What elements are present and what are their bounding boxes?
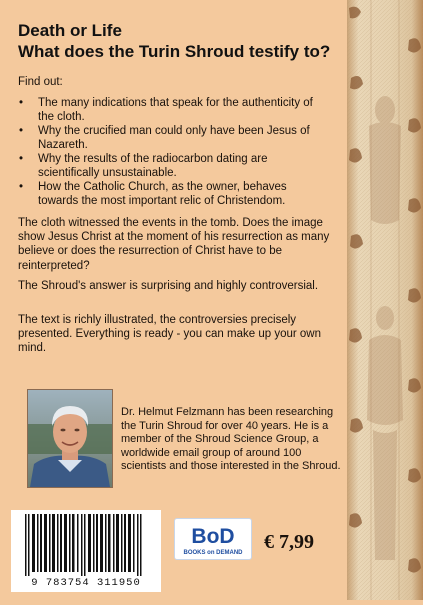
author-photo: [27, 389, 113, 488]
bullet-text: The many indications that speak for the authenticity of the cloth.: [38, 97, 313, 123]
bullet-item: [18, 124, 328, 152]
isbn-barcode: [11, 510, 161, 592]
bullet-item: [18, 96, 328, 124]
title-line-1: Death or Life: [18, 21, 122, 40]
barcode-digits: 9 783754 311950: [31, 577, 141, 589]
bullet-text: Why the results of the radiocarbon dating are scientifically unsustainable.: [38, 153, 268, 179]
author-bio: Dr. Helmut Felzmann has been researching the Turin Shroud for over 40 years. He is a member of the Shroud Science Group, a worldwide email group of around 100 scientists and those interested in the Shroud.: [121, 406, 341, 473]
bullet-item: [18, 152, 328, 180]
author-portrait-image: [28, 390, 112, 487]
bullet-item: [18, 180, 328, 208]
shroud-linen-image: [347, 0, 423, 600]
bod-logo-icon: [175, 519, 251, 559]
bullet-text: Why the crucified man could only have been Jesus of Nazareth.: [38, 125, 310, 151]
paragraph-illustrated: The text is richly illustrated, the controversies precisely presented. Everything is ready - you can make up your own mind.: [18, 314, 321, 355]
barcode-bars: [11, 510, 161, 580]
shroud-image-strip: [347, 0, 423, 600]
bullet-text: How the Catholic Church, as the owner, behaves towards the most important relic of Christendom.: [38, 181, 287, 207]
title-line-2: What does the Turin Shroud testify to?: [18, 42, 331, 61]
publisher-logo: [174, 518, 252, 560]
bullet-list: [18, 96, 328, 208]
bullet-dot: •: [19, 181, 24, 193]
price-label: € 7,99: [264, 531, 314, 553]
paragraph-cloth-witness: The cloth witnessed the events in the tomb. Does the image show Jesus Christ at the moment of his resurrection as many believe or does the resurrection of Christ have to be reinterpreted?: [18, 217, 330, 272]
find-out-label: Find out:: [18, 76, 63, 88]
publisher-tagline: BOOKS on DEMAND: [183, 550, 243, 556]
publisher-logo-text: BoD: [191, 525, 235, 548]
bullet-dot: •: [19, 97, 24, 109]
cover-title: [18, 20, 348, 62]
bullet-dot: •: [19, 153, 24, 165]
bullet-dot: •: [19, 125, 24, 137]
paragraph-answer: The Shroud's answer is surprising and highly controversial.: [18, 280, 319, 292]
